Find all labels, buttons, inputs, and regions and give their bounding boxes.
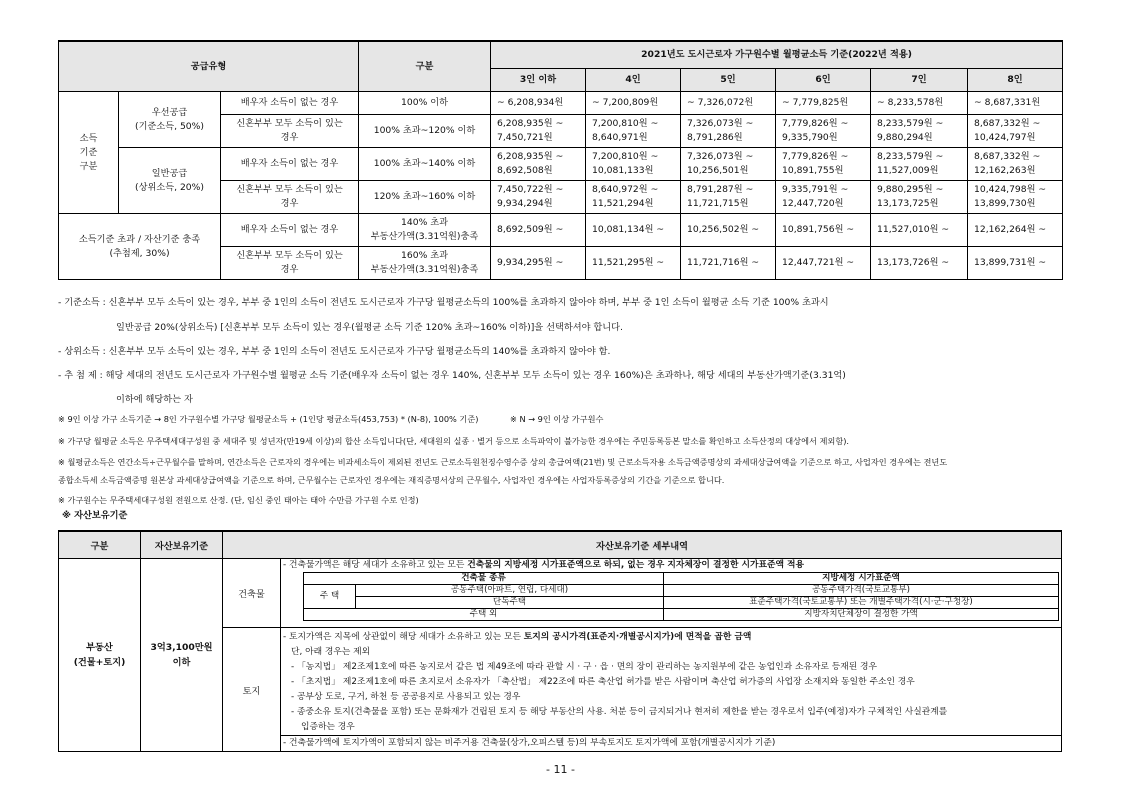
asset-limit-header: 자산보유기준: [141, 531, 223, 559]
income-value-cell: 7,200,810원 ~ 8,640,971원: [586, 115, 681, 148]
building-valuation-table: [303, 572, 1059, 621]
income-value-cell: 9,880,295원 ~ 13,173,725원: [871, 181, 968, 214]
category-header: 구분: [359, 41, 491, 92]
asset-limit-cell: 3억3,100만원 이하: [141, 559, 223, 752]
household-size-header: 5인: [681, 69, 776, 92]
table-row: [59, 92, 1063, 115]
supply-type-header: 공급유형: [59, 41, 359, 92]
income-value-cell: 11,721,716원 ~: [681, 247, 776, 280]
building-intro: - 건축물가액은 해당 세대가 소유하고 있는 모든 건축물의 지방세정 시가표준액으로 하되, 없는 경우 지자체장이 결정한 시가표준액 적용: [283, 560, 805, 570]
income-value-cell: ~ 8,233,578원: [871, 92, 968, 115]
note-monthly-income-cont: 종합소득세 소득금액증명 원본상 과세대상급여액을 기준으로 하며, 근무월수는 근로자인 경우에는 재직증명서상의 근무월수, 사업자인 경우에는 사업자등록증상의 기간을 기준으로 합니다.: [58, 475, 725, 485]
condition-cell: 배우자 소득이 없는 경우: [221, 214, 359, 247]
housing-label: 주 택: [304, 585, 356, 609]
income-value-cell: 7,779,826원 ~ 9,335,790원: [776, 115, 871, 148]
income-value-cell: ~ 7,200,809원: [586, 92, 681, 115]
income-value-cell: 13,173,726원 ~: [871, 247, 968, 280]
criteria-cell: 120% 초과~160% 이하: [359, 181, 491, 214]
income-value-cell: 9,934,295원 ~: [491, 247, 586, 280]
income-value-cell: ~ 7,326,072원: [681, 92, 776, 115]
condition-cell: 신혼부부 모두 소득이 있는 경우: [221, 181, 359, 214]
income-value-cell: 8,692,509원 ~: [491, 214, 586, 247]
inner-value-cell: 표준주택가격(국토교통부) 또는 개별주택가격(시·군·구청장): [664, 597, 1059, 609]
land-line: - 「초지법」 제2조제1호에 따른 초지로서 소유자가 「축산법」 제22조에 따른 축산업 허가를 받은 사람이며 축산업 허가증의 사업장 소재지와 동일한 주소인 경우: [291, 677, 915, 687]
income-value-cell: 8,687,332원 ~ 10,424,797원: [968, 115, 1063, 148]
land-label: 토지: [223, 628, 281, 752]
condition-cell: 배우자 소득이 없는 경우: [221, 148, 359, 181]
income-value-cell: 8,233,579원 ~ 9,880,294원: [871, 115, 968, 148]
income-standard-table: [58, 40, 1063, 280]
land-detail-cell: [281, 628, 1062, 752]
criteria-cell: 100% 초과~140% 이하: [359, 148, 491, 181]
land-line: 단, 아래 경우는 제외: [291, 647, 371, 657]
land-line: - 공부상 도로, 구거, 하천 등 공공용지로 사용되고 있는 경우: [291, 692, 521, 702]
household-size-header: 3인 이하: [491, 69, 586, 92]
income-value-cell: 6,208,935원 ~ 8,692,508원: [491, 148, 586, 181]
non-residential-note: - 건축물가액에 토지가액이 포함되지 않는 비주거용 건축물(상가,오피스텔 등)의 부속토지도 토지가액에 포함(개별공시지가 기준): [281, 735, 1061, 751]
table-row: [59, 148, 1063, 181]
income-value-cell: ~ 8,687,331원: [968, 92, 1063, 115]
income-value-cell: 8,791,287원 ~ 11,721,715원: [681, 181, 776, 214]
household-size-header: 8인: [968, 69, 1063, 92]
income-value-cell: 11,521,295원 ~: [586, 247, 681, 280]
note-base-income-cont: 일반공급 20%(상위소득) [신혼부부 모두 소득이 있는 경우(월평균 소득 기준 120% 초과~160% 이하)]을 선택하셔야 합니다.: [116, 322, 623, 333]
note-nine-plus: ※ 9인 이상 가구 소득기준 → 8인 가구원수별 가구당 월평균소득 + (1인당 평균소득(453,753) * (N-8), 100% 기준): [58, 414, 479, 424]
income-value-cell: 7,450,722원 ~ 9,934,294원: [491, 181, 586, 214]
land-line: 입증하는 경우: [301, 722, 355, 732]
income-value-cell: 10,081,134원 ~: [586, 214, 681, 247]
lottery-supply-label: 소득기준 초과 / 자산기준 충족 (추첨제, 30%): [59, 214, 221, 280]
note-household-count: ※ 가구원수는 무주택세대구성원 전원으로 산정. (단, 임신 중인 태아는 태아 수만큼 가구원 수로 인정): [58, 495, 419, 505]
condition-cell: 신혼부부 모두 소득이 있는 경우: [221, 247, 359, 280]
income-value-cell: 9,335,791원 ~ 12,447,720원: [776, 181, 871, 214]
asset-section-title: ※ 자산보유기준: [62, 510, 128, 521]
income-value-cell: 7,326,073원 ~ 8,791,286원: [681, 115, 776, 148]
asset-standard-table: [58, 530, 1062, 752]
criteria-cell: 100% 이하: [359, 92, 491, 115]
income-value-cell: 8,233,579원 ~ 11,527,009원: [871, 148, 968, 181]
inner-header-type: 건축물 종류: [304, 573, 664, 585]
criteria-cell: 140% 초과 부동산가액(3.31억원)충족: [359, 214, 491, 247]
note-household-income: ※ 가구당 월평균 소득은 무주택세대구성원 중 세대주 및 성년자(만19세 이상)의 합산 소득입니다(단, 세대원의 실종 · 별거 등으로 소득파악이 불가능한 경우에는 주민등록등본 말소를 확인하고 소득산정의 대상에서 제외함).: [58, 436, 850, 446]
inner-type-cell: 공동주택(아파트, 연립, 다세대): [356, 585, 664, 597]
inner-header-value: 지방세정 시가표준액: [664, 573, 1059, 585]
inner-type-cell: 주택 외: [304, 609, 664, 621]
note-monthly-income: ※ 월평균소득은 연간소득÷근무월수를 말하며, 연간소득은 근로자의 경우에는 비과세소득이 제외된 전년도 근로소득원천징수영수증 상의 총급여액(21번) 및 근로소득자용 소득금액증명상의 과세대상급여액을 기준으로 하고, 사업자인 경우에는 전년도: [58, 457, 948, 467]
income-value-cell: 12,162,264원 ~: [968, 214, 1063, 247]
income-value-cell: ~ 7,779,825원: [776, 92, 871, 115]
income-value-cell: 8,640,972원 ~ 11,521,294원: [586, 181, 681, 214]
land-line: - 「농지법」 제2조제1호에 따른 농지로서 같은 법 제49조에 따라 관할 시 · 구 · 읍 · 면의 장이 관리하는 농지원부에 같은 농업인과 소유자로 등재된 경우: [291, 662, 878, 672]
note-upper-income: - 상위소득 : 신혼부부 모두 소득이 있는 경우, 부부 중 1인의 소득이 전년도 도시근로자 가구당 월평균소득의 140%를 초과하지 않아야 함.: [58, 346, 611, 357]
note-lottery: - 추 첨 제 : 해당 세대의 전년도 도시근로자 가구원수별 월평균 소득 기준(배우자 소득이 없는 경우 140%, 신혼부부 모두 소득이 있는 경우 160%)은 초과하나, 해당 세대의 부동산가액기준(3.31억): [58, 370, 846, 381]
building-label: 건축물: [223, 559, 281, 628]
income-value-cell: 10,256,502원 ~: [681, 214, 776, 247]
asset-category-header: 구분: [59, 531, 141, 559]
land-line: - 종중소유 토지(건축물을 포함) 또는 문화재가 건립된 토지 등 해당 부동산의 사용. 처분 등이 금지되거나 현저히 제한을 받는 경우로서 입주(예정)자가 구체적인 사실관계를: [291, 707, 948, 717]
page-number: - 11 -: [546, 763, 575, 776]
income-group-label: 소득 기준 구분: [59, 92, 119, 214]
land-intro: - 토지가액은 지목에 상관없이 해당 세대가 소유하고 있는 모든 토지의 공시가격(표준지·개별공시지가)에 면적을 곱한 금액: [283, 632, 752, 642]
income-value-cell: 10,424,798원 ~ 13,899,730원: [968, 181, 1063, 214]
household-size-header: 7인: [871, 69, 968, 92]
condition-cell: 배우자 소득이 없는 경우: [221, 92, 359, 115]
inner-value-cell: 공동주택가격(국토교통부): [664, 585, 1059, 597]
table-row: [59, 214, 1063, 247]
income-value-cell: 7,326,073원 ~ 10,256,501원: [681, 148, 776, 181]
note-lottery-cont: 이하에 해당하는 자: [116, 394, 193, 405]
criteria-cell: 160% 초과 부동산가액(3.31억원)충족: [359, 247, 491, 280]
income-value-cell: 13,899,731원 ~: [968, 247, 1063, 280]
income-value-cell: 12,447,721원 ~: [776, 247, 871, 280]
income-value-cell: 7,200,810원 ~ 10,081,133원: [586, 148, 681, 181]
income-value-cell: 6,208,935원 ~ 7,450,721원: [491, 115, 586, 148]
income-value-cell: ~ 6,208,934원: [491, 92, 586, 115]
priority-supply-label: 우선공급 (기준소득, 50%): [119, 92, 221, 148]
note-n-definition: ※ N → 9인 이상 가구원수: [510, 414, 604, 424]
inner-value-cell: 지방자치단체장이 결정한 가액: [664, 609, 1059, 621]
household-size-header: 6인: [776, 69, 871, 92]
income-value-cell: 7,779,826원 ~ 10,891,755원: [776, 148, 871, 181]
standard-title-header: 2021년도 도시근로자 가구원수별 월평균소득 기준(2022년 적용): [491, 41, 1063, 69]
note-base-income: - 기준소득 : 신혼부부 모두 소득이 있는 경우, 부부 중 1인의 소득이 전년도 도시근로자 가구당 월평균소득의 100%를 초과하지 않아야 하며, 부부 중 1인 소득이 월평균 소득 기준 100% 초과시: [58, 297, 829, 308]
building-detail-cell: [281, 559, 1062, 628]
condition-cell: 신혼부부 모두 소득이 있는 경우: [221, 115, 359, 148]
inner-type-cell: 단독주택: [356, 597, 664, 609]
asset-category-cell: 부동산 (건물+토지): [59, 559, 141, 752]
asset-detail-header: 자산보유기준 세부내역: [223, 531, 1062, 559]
household-size-header: 4인: [586, 69, 681, 92]
general-supply-label: 일반공급 (상위소득, 20%): [119, 148, 221, 214]
criteria-cell: 100% 초과~120% 이하: [359, 115, 491, 148]
income-value-cell: 8,687,332원 ~ 12,162,263원: [968, 148, 1063, 181]
income-value-cell: 10,891,756원 ~: [776, 214, 871, 247]
income-value-cell: 11,527,010원 ~: [871, 214, 968, 247]
